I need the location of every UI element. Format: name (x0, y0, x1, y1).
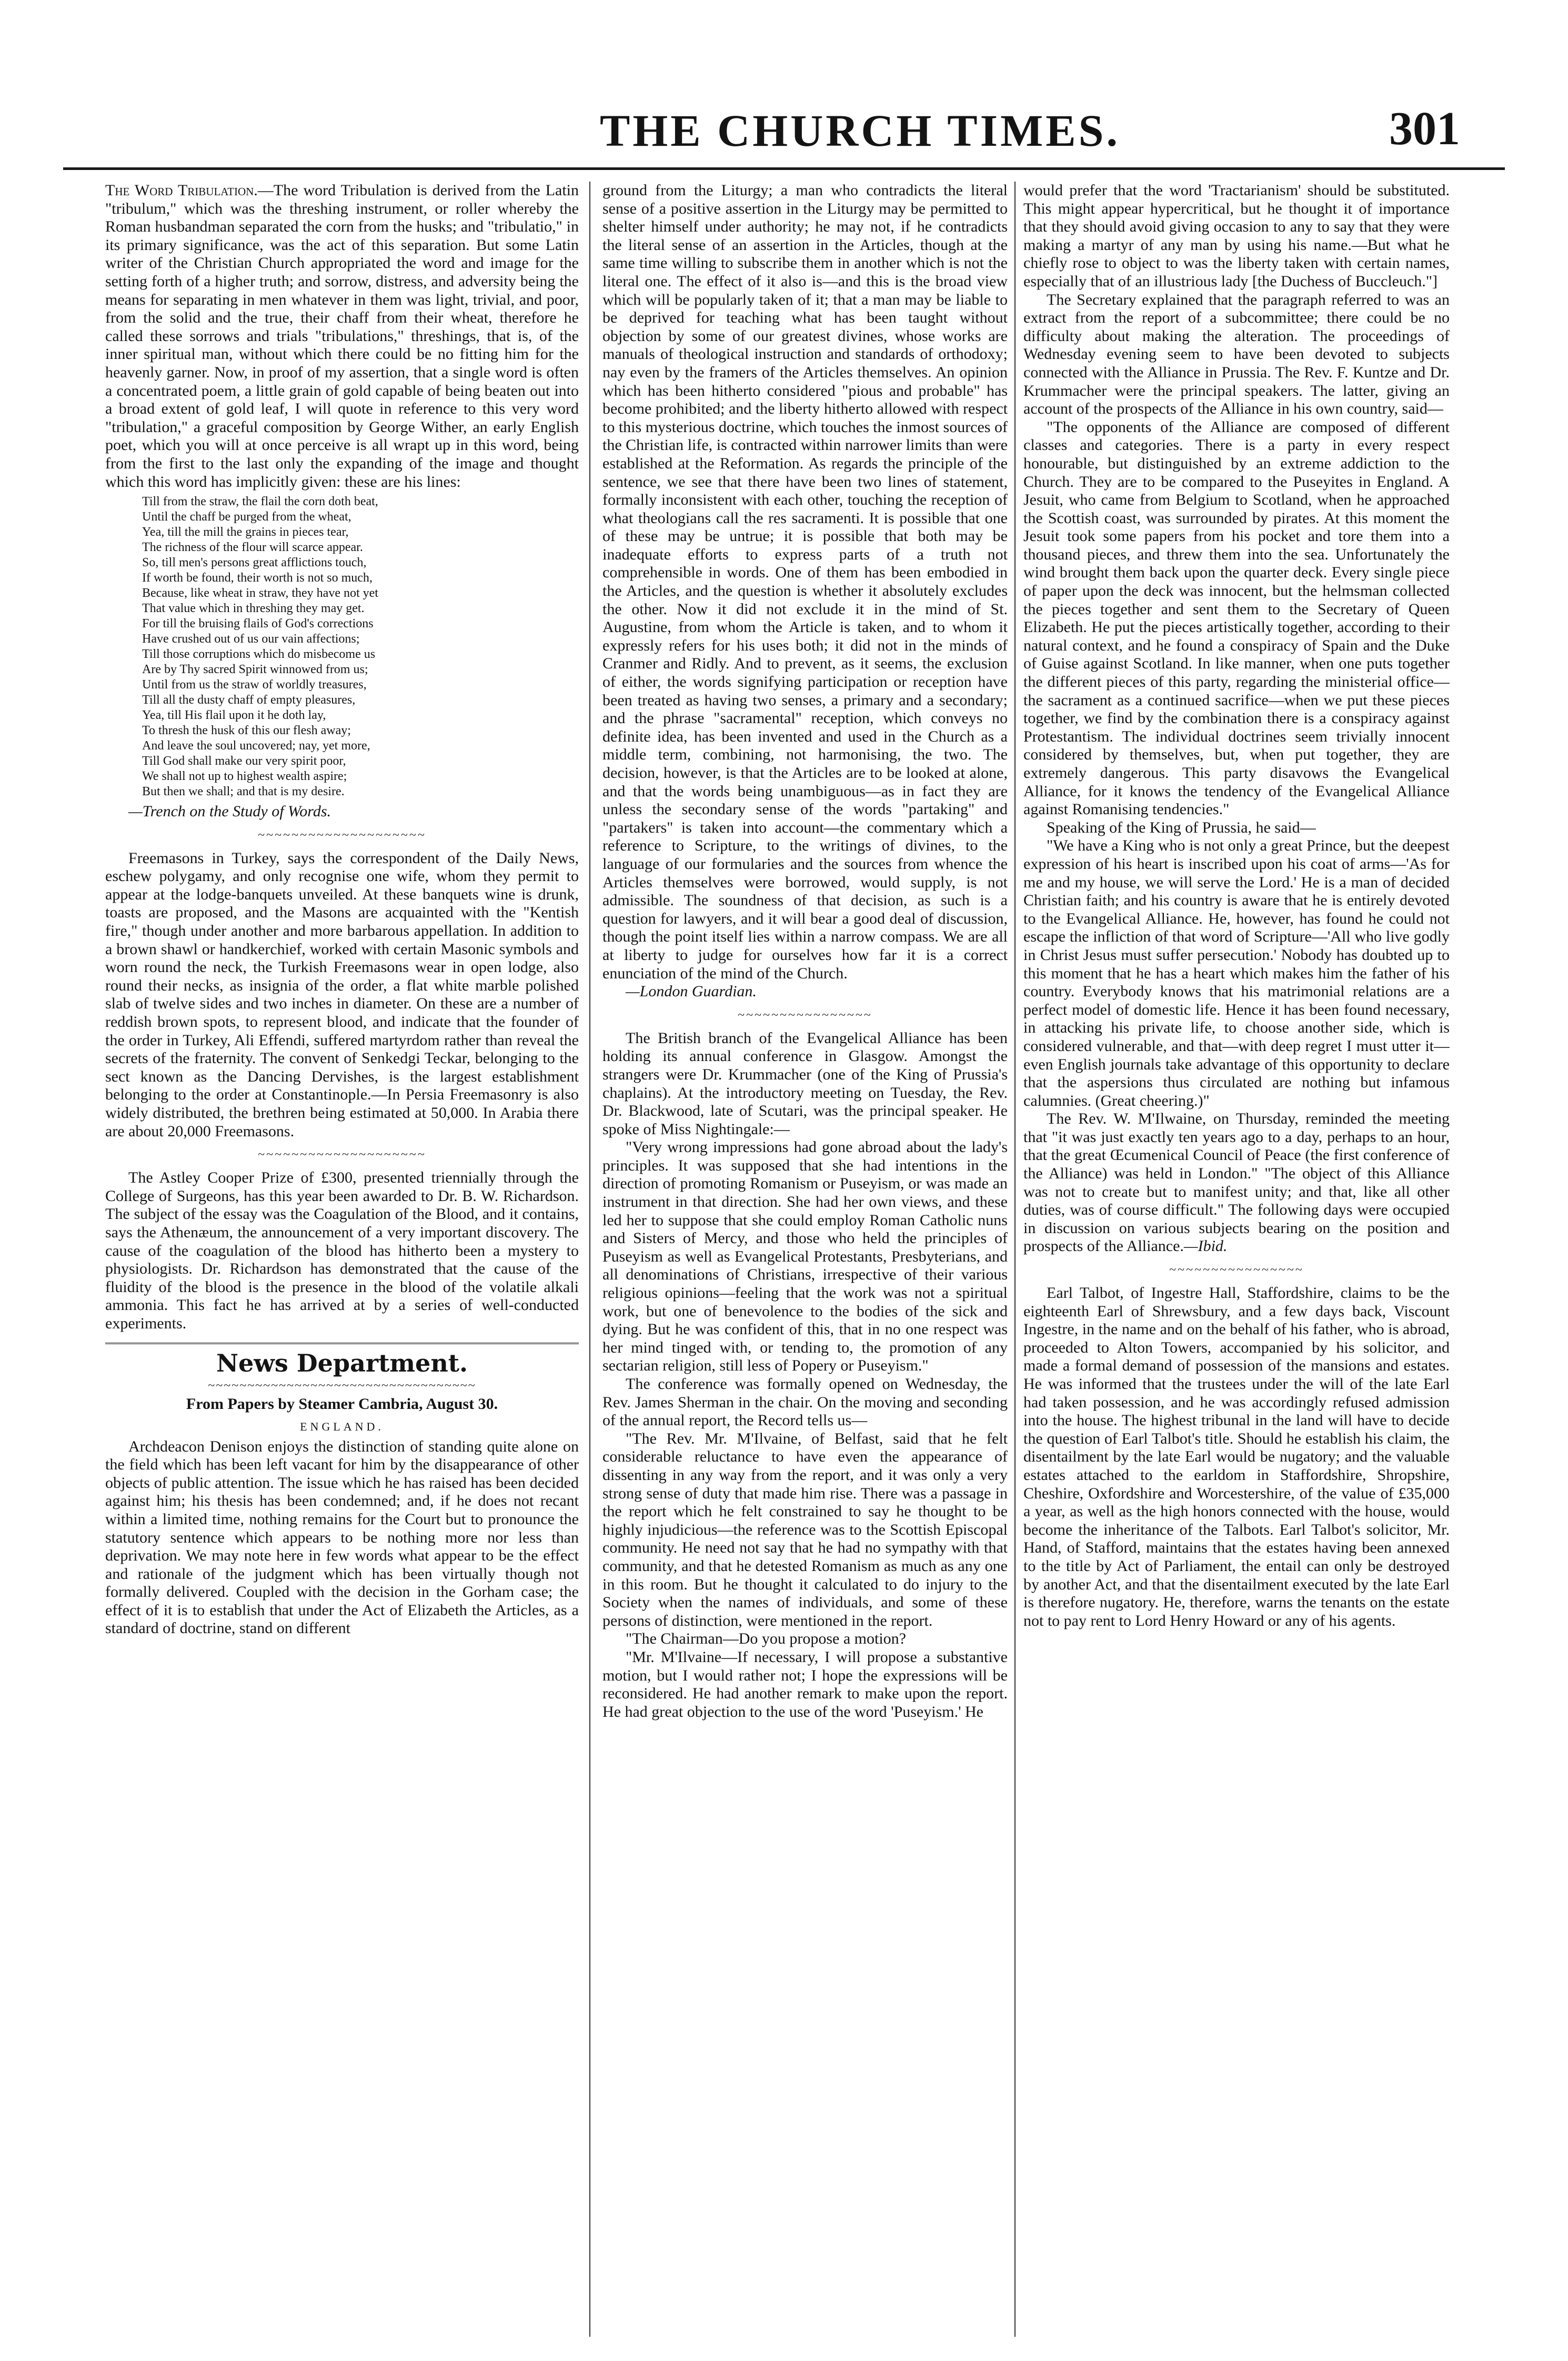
poem-line: The richness of the flour will scarce appear. (142, 541, 363, 555)
poem-line: Are by Thy sacred Spirit winnowed from us; (142, 663, 368, 677)
article-text: The Rev. W. M'Ilwaine, on Thursday, reminded the meeting that "it was just exactly ten years ago to a day, perhaps to an hour, that the great Œcumenical Council of Peace (the first conference of the Alliance) was held in London." "The object of this Alliance was not to create but to manifest unity; and that, like all other duties, was of course difficult." The following days were occupied in discussion on various subjects bearing on the position and prospects of the Alliance. (1023, 1110, 1450, 1255)
article-paragraph (1023, 1110, 1450, 1256)
article-freemasons: Freemasons in Turkey, says the correspondent of the Daily News, eschew polygamy, and only recognise one wife, whom they permit to appear at the lodge-banquets unveiled. At these banquets wine is drunk, toasts are proposed, and the Masons are acquainted with the "Kentish fire," though under another and more barbarous appellation. In addition to a brown shawl or handkerchief, worked with certain Masonic symbols and worn round the neck, the Turkish Freemasons wear in open lodge, also round their necks, as insignia of the order, a flat white marble polished slab of twelve sides and two inches in diameter. On these are a number of reddish brown spots, to represent blood, and indicate that the founder of the order in Turkey, Ali Effendi, suffered martyrdom rather than reveal the secrets of the fraternity. The convent of Senkedgi Teckar, belonging to the sect known as the Dancing Dervishes, is the largest establishment belonging to the order at Constantinople.—In Persia Freemasonry is also widely distributed, the brethren being estimated at 50,000. In Arabia there are about 20,000 Freemasons. (105, 849, 579, 1140)
section-subheading: From Papers by Steamer Cambria, August 30. (186, 1395, 498, 1413)
region-heading: ENGLAND. (300, 1419, 384, 1433)
section-heading: News Department. (105, 1343, 579, 1379)
column-divider (1014, 182, 1016, 2337)
quote-paragraph: "We have a King who is not only a great Prince, but the deepest expression of his heart is inscribed upon his coat of arms—'As for me and my house, we will serve the Lord.' He is a man of decided Christian faith; and his country is aware that he is entirely devoted to the Evangelical Alliance. He, however, has found he could not escape the infliction of that word of Scripture—'All who live godly in Christ Jesus must suffer persecution.' Nobody has doubted up to this moment that he has a heart which makes him the father of his country. Everybody knows that his matrimonial relations are a perfect model of domestic life. Hence it has been found necessary, in attacking his private life, to choose another side, which is considered vulnerable, and that—with deep regret I must utter it—even English journals take advantage of this opportunity to declare that the aspersions thus circulated are nothing but infamous calumnies. (Great cheering.)" (1023, 837, 1450, 1109)
article-attribution: —Ibid. (1183, 1237, 1228, 1255)
column-3 (1023, 182, 1450, 2334)
article-alliance-continued: would prefer that the word 'Tractarianism' should be substituted. This might appear hypercritical, but he thought it of importance that they should avoid giving occasion to any to say that they were making a martyr of any man by using his name.—But what he chiefly rose to object to was the liberty taken with certain names, especially that of an illustrious lady [the Duchess of Buccleuch."] (1023, 182, 1450, 290)
article-evangelical-alliance: The British branch of the Evangelical Alliance has been holding its annual conference in Glasgow. Amongst the strangers were Dr. Krummacher (one of the King of Prussia's chaplains). At the introductory meeting on Tuesday, the Rev. Dr. Blackwood, late of Scutari, was the principal speaker. He spoke of Miss Nightingale:— (602, 1029, 1008, 1138)
poem-line: But then we shall; and that is my desire. (142, 785, 345, 799)
poem-line: If worth be found, their worth is not so much, (142, 571, 373, 585)
poem-line: That value which in threshing they may get. (142, 602, 365, 616)
masthead-title: THE CHURCH TIMES. (600, 105, 1120, 156)
quote-paragraph: "Mr. M'Ilvaine—If necessary, I will propose a substantive motion, but I would rather not; I hope the expressions will be reconsidered. He had another remark to make upon the report. He had great objection to the use of the word 'Puseyism.' He (602, 1648, 1008, 1720)
column-2 (602, 182, 1008, 2334)
article-lead-in: The Word Tribulation. (105, 182, 258, 199)
poem-line: Because, like wheat in straw, they have not yet (142, 586, 378, 601)
section-separator: ~~~~~~~~~~~~~~~~~~~~ (258, 828, 426, 842)
article-paragraph: The conference was formally opened on Wednesday, the Rev. James Sherman in the chair. On the moving and seconding of the annual report, the Record tells us— (602, 1375, 1008, 1429)
quote-paragraph: "The opponents of the Alliance are composed of different classes and categories. There is a party in every respect honourable, but distinguished by an extreme addiction to the Church. They are to be compared to the Puseyites in England. A Jesuit, who came from Belgium to Scotland, when he approached the Scottish coast, was surrounded by pirates. At this moment the Jesuit took some papers from his pocket and tore them into a thousand pieces, and threw them into the sea. Unfortunately the wind brought them back upon the quarter deck. Every single piece of paper upon the deck was innocent, but the helmsman collected the pieces together and sent them to the Secretary of Queen Elizabeth. He put the pieces artistically together, according to their natural context, and he found a conspiracy of Spain and the Duke of Guise against Scotland. In like manner, when one puts together the different pieces of this party, regarding the ministerial office—the sacrament as a continued sacrifice—when we put these pieces together, we find by the combination there is a conspiracy against Protestantism. The individual doctrines seem trivially innocent considered by themselves, but, when put together, they are extremely dangerous. This party disavows the Evangelical Alliance, for it knows the tendency of the Evangelical Alliance against Romanising tendencies." (1023, 418, 1450, 818)
section-separator: ~~~~~~~~~~~~~~~~~~~~~~~~~~~~~~~~~~ (208, 1378, 476, 1393)
poem-line: So, till men's persons great afflictions touch, (142, 556, 367, 570)
poem-line: Yea, till His flail upon it he doth lay, (142, 708, 326, 723)
poem-line: To thresh the husk of this our flesh away; (142, 724, 351, 738)
poem-line: Till from the straw, the flail the corn doth beat, (142, 495, 378, 509)
poem (142, 494, 579, 799)
column-1 (105, 182, 579, 2334)
article-paragraph: The Secretary explained that the paragraph referred to was an extract from the report of a subcommittee; there could be no difficulty about making the alteration. The proceedings of Wednesday evening seem to have been devoted to subjects connected with the Alliance in Prussia. The Rev. F. Kuntze and Dr. Krummacher were the principal speakers. The latter, giving an account of the prospects of the Alliance in his own country, said— (1023, 291, 1450, 418)
section-separator: ~~~~~~~~~~~~~~~~ (738, 1008, 872, 1022)
page-number: 301 (1389, 103, 1460, 155)
article-paragraph: Speaking of the King of Prussia, he said— (1047, 818, 1316, 836)
poem-line: Till all the dusty chaff of empty pleasures, (142, 693, 356, 707)
article-astley-cooper-prize: The Astley Cooper Prize of £300, presented triennially through the College of Surgeons, has this year been awarded to Dr. B. W. Richardson. The subject of the essay was the Coagulation of the Blood, and it contains, says the Athenæum, the announcement of a very important discovery. The cause of the coagulation of the blood has hitherto been a mystery to physiologists. Dr. Richardson has demonstrated that the cause of the fluidity of the blood is the presence in the blood of the volatile alkali ammonia. This fact he has arrived at by a series of well-conducted experiments. (105, 1169, 579, 1332)
poem-line: Have crushed out of us our vain affections; (142, 632, 360, 646)
masthead-rule (63, 167, 1505, 170)
section-separator: ~~~~~~~~~~~~~~~~~~~~ (258, 1148, 426, 1162)
poem-line: For till the bruising flails of God's corrections (142, 617, 374, 631)
article-body: —The word Tribulation is derived from the Latin "tribulum," which was the threshing instrument, or roller whereby the Roman husbandman separated the corn from the husks; and "tribulatio," in its primary significance, was the act of this separation. But some Latin writer of the Christian Church appropriated the word and image for the setting forth of a higher truth; and sorrow, distress, and adversity being the means for separating in men whatever in them was light, trivial, and poor, from the solid and the true, their chaff from their wheat, therefore he called these sorrows and trials "tribulations," threshings, that is, of the inner spiritual man, without which there could be no fitting him for the heavenly garner. Now, in proof of my assertion, that a single word is often a concentrated poem, a little grain of gold capable of being beaten out into a broad extent of gold leaf, I will quote in reference to this very word "tribulation," a graceful composition by George Wither, an early English poet, which you will at once perceive is all wrapt up in this word, being from the first to the last only the expanding of the image and thought which this word has implicitly given: these are his lines: (105, 182, 579, 491)
poem-line: Yea, till the mill the grains in pieces tear, (142, 525, 349, 539)
poem-line: Until the chaff be purged from the wheat, (142, 510, 351, 524)
quote-paragraph: "The Rev. Mr. M'Ilvaine, of Belfast, said that he felt considerable reluctance to have even the appearance of dissenting in any way from the report, and it was only a very strong sense of duty that made him rise. There was a passage in the report which he felt constrained to say he thought to be highly injudicious—the reference was to the Scottish Episcopal community. He need not say that he had no sympathy with that community, and that he detested Romanism as much as any one in this room. But he thought it calculated to do injury to the Society when the names of individuals, and some of these persons of distinction, were mentioned in the report. (602, 1429, 1008, 1629)
quote-paragraph: "The Chairman—Do you propose a motion? (626, 1630, 906, 1648)
article-attribution: —London Guardian. (626, 983, 757, 1001)
poem-line: Till God shall make our very spirit poor, (142, 754, 346, 768)
article-attribution: —Trench on the Study of Words. (128, 803, 331, 821)
poem-line: We shall not up to highest wealth aspire; (142, 769, 347, 784)
poem-line: Until from us the straw of worldly treasures, (142, 678, 367, 692)
article-tribulation (105, 182, 579, 491)
quote-paragraph: "Very wrong impressions had gone abroad about the lady's principles. It was supposed that she had intentions in the direction of promoting Romanism or Puseyism, or was made an instrument in that direction. She had her own views, and these led her to suppose that she could employ Roman Catholic nuns and Sisters of Mercy, and those who held the principles of Puseyism as well as Evangelical Protestants, Presbyterians, and all denominations of Christians, irrespective of their various religious opinions—feeling that the work was not a spiritual work, but one of benevolence to the bodies of the sick and dying. But he was confident of this, that in no one respect was her mind tinged with, or tending to, the promotion of any sectarian religion, still less of Popery or Puseyism." (602, 1138, 1008, 1375)
column-divider (589, 182, 590, 2337)
article-denison: Archdeacon Denison enjoys the distinction of standing quite alone on the field which has been left vacant for him by the disappearance of other objects of public attention. The issue which he has raised has been decided against him; his thesis has been condemned; and, if he does not recant within a limited time, nothing remains for the Court but to pronounce the statutory sentence which appears to be nothing more nor less than deprivation. We may note here in few words what appear to be the effect and rationale of the judgment which has been virtually though not formally delivered. Coupled with the decision in the Gorham case; the effect of it is to establish that under the Act of Elizabeth the Articles, as a standard of doctrine, stand on different (105, 1437, 579, 1637)
poem-line: Till those corruptions which do misbecome us (142, 647, 376, 662)
poem-line: And leave the soul uncovered; nay, yet more, (142, 739, 370, 753)
article-earl-talbot: Earl Talbot, of Ingestre Hall, Staffordshire, claims to be the eighteenth Earl of Shrewsbury, and a few days back, Viscount Ingestre, in the name and on the behalf of his father, who is abroad, proceeded to Alton Towers, accompanied by his solicitor, and made a formal demand of possession of the mansions and estates. He was informed that the trustees under the will of the late Earl had taken possession, and he was accordingly refused admission into the house. The highest tribunal in the land will have to decide the question of Earl Talbot's title. Should he establish his claim, the disentailment by the late Earl would be nugatory; and the valuable estates attached to the earldom in Staffordshire, Shropshire, Cheshire, Oxfordshire and Worcestershire, of the value of £35,000 a year, as well as the high honors connected with the house, would become the inheritance of the Talbots. Earl Talbot's solicitor, Mr. Hand, of Stafford, maintains that the estates having been annexed to the title by Act of Parliament, the entail can only be destroyed by another Act, and that the disentailment executed by the late Earl is therefore nugatory. He, therefore, warns the tenants on the estate not to pay rent to Lord Henry Howard or any of his agents. (1023, 1284, 1450, 1629)
article-denison-continued: ground from the Liturgy; a man who contradicts the literal sense of a positive assertion in the Liturgy may be permitted to shelter himself under authority; he may not, if he contradicts the literal sense of an assertion in the Articles, though at the same time willing to subscribe them in another which is not the literal one. The effect of it also is—and this is the broad view which will be popularly taken of it; that a man may be liable to be deprived for teaching what has been taught without objection by some of our greatest divines, whose works are manuals of theological instruction and standards of orthodoxy; nay even by the framers of the Articles themselves. An opinion which has been hitherto considered "pious and probable" has become prohibited; and the liberty hitherto allowed with respect to this mysterious doctrine, which touches the inmost sources of the Christian life, is contracted within narrower limits than were established at the Reformation. As regards the principle of the sentence, we see that there have been two lines of statement, formally inconsistent with each other, touching the reception of what theologians call the res sacramenti. It is possible that one of these may be untrue; it is possible that both may be inadequate efforts to express parts of a truth not comprehensible in words. One of them has been embodied in the Articles, and the question is whether it absolutely excludes the other. Now it did not exclude it in the mind of St. Augustine, from whom the Article is taken, and to whom it expressly refers for his uses both; it did not in the minds of Cranmer and Ridly. And to prevent, as it seems, the exclusion of either, the words signifying participation or reception have been treated as having two senses, a primary and a secondary; and the phrase "sacramental" reception, which conveys no definite idea, has been invented and used in the Church as a middle term, combining, not harmonising, the two. The decision, however, is that the Articles are to be looked at alone, and that the words being unambiguous—as in fact they are unless the secondary sense of the words "partaking" and "partakers" is taken into account—the commentary which a reference to Scripture, to the writings of divines, to the language of our formularies and the sources from whence the Articles themselves were borrowed, would supply, is not admissible. The soundness of that decision, as such is a question for lawyers, and it will bear a good deal of discussion, though the point itself lies within a narrow compass. We are all at liberty to judge for ourselves how far it is a correct enunciation of the mind of the Church. (602, 182, 1008, 982)
section-separator: ~~~~~~~~~~~~~~~~ (1169, 1263, 1304, 1277)
